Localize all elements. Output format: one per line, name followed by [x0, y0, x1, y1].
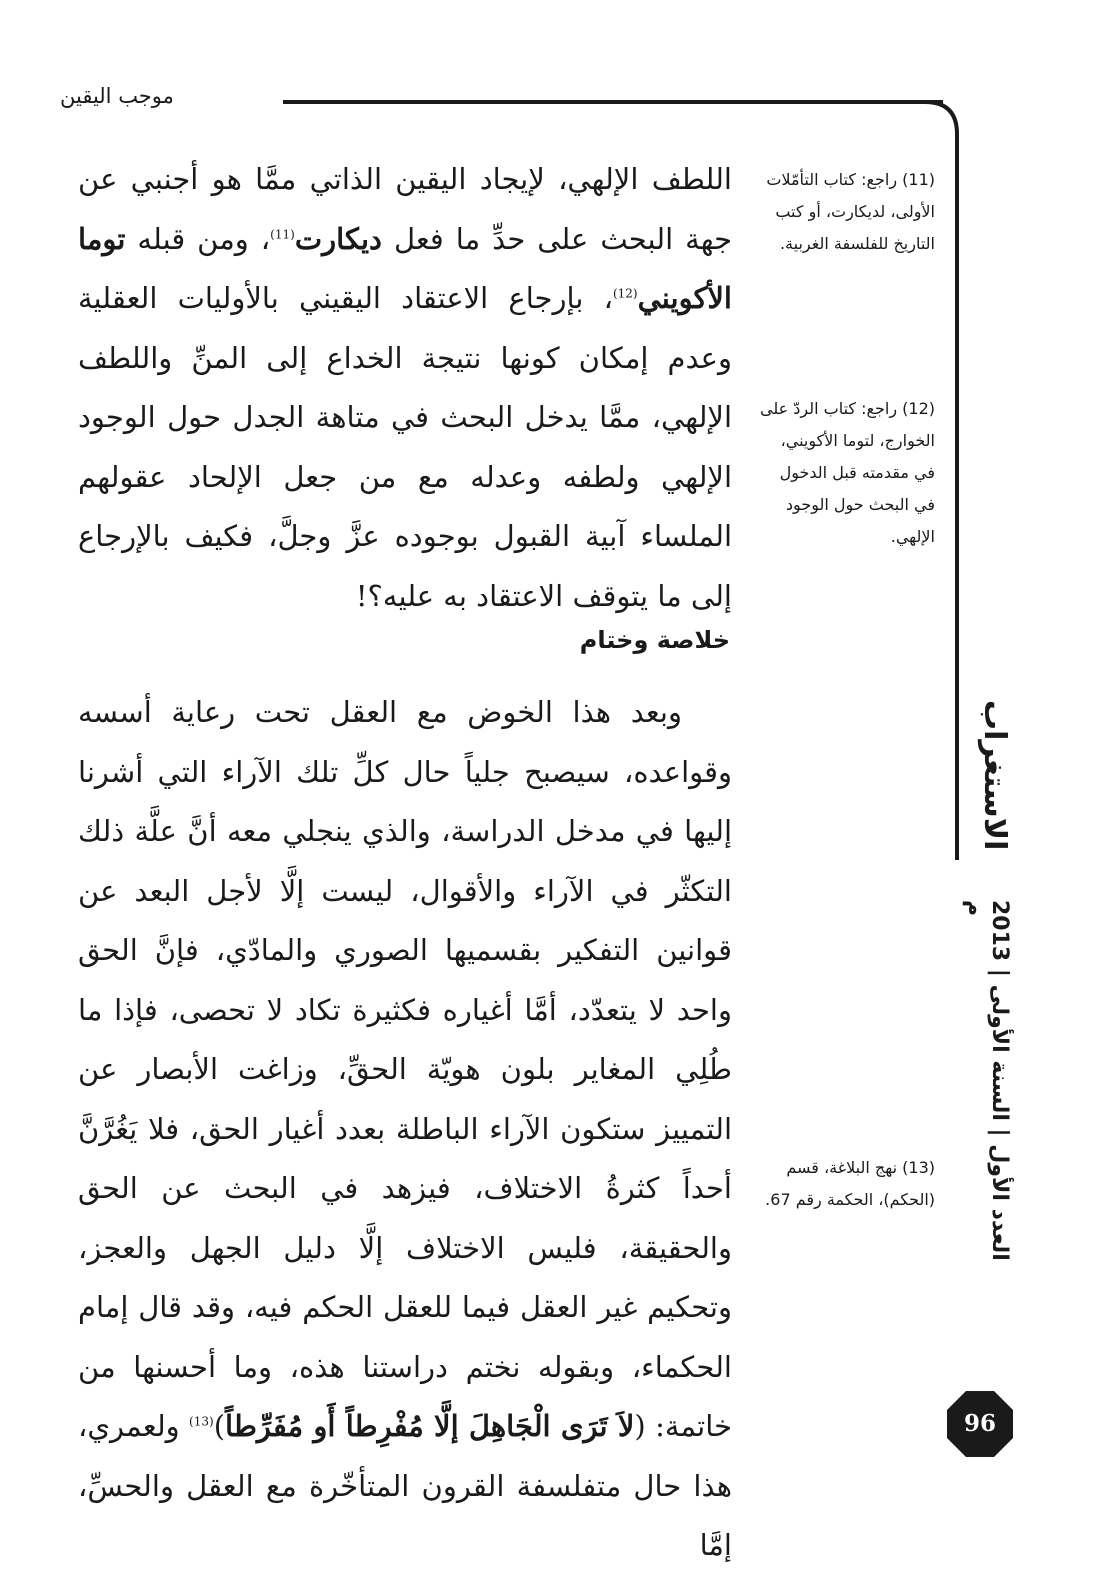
quote-text: لاَ تَرَى الْجَاهِلَ إلَّا مُفْرِطاً أَو مُفَرِّطاً: [225, 1409, 635, 1443]
footnote-12: (12) راجع: كتاب الردّ على الخوارج، لتوما الأكويني، في مقدمته قبل الدخول في البحث حول الوجود الإلهي.: [760, 399, 935, 546]
name-descartes: ديكارت: [294, 221, 382, 256]
journal-logo-text: الاستغراب: [977, 699, 1012, 851]
name-aquinas: توما الأكويني: [78, 221, 732, 315]
body-paragraph-1: اللطف الإلهي، لإيجاد اليقين الذاتي ممَّا هو أجنبي عن جهة البحث على حدِّ ما فعل ديكارت$^{(11)}$، ومن قبله توما الأكويني$^{(12)}$، بإرجاع الاعتقاد اليقيني بالأوليات العقلية وعدم إمكان كونها نتيجة الخداع إلى المنِّ واللطف الإلهي، ممَّا يدخل البحث في متاهة الجدل حول الوجود الإلهي ولطفه وعدله مع من جعل الإلحاد عقولهم الملساء آبية القبول بوجوده عزَّ وجلَّ، فكيف بالإرجاع إلى ما يتوقف الاعتقاد به عليه؟!: [78, 162, 733, 613]
footnote-13: (13) نهج البلاغة، قسم (الحكم)، الحكمة رقم 67.: [765, 1158, 935, 1209]
footnote-ref-11: (11): [270, 226, 295, 241]
footnote-ref-12: (12): [612, 286, 638, 301]
page-number: 96: [963, 1410, 996, 1437]
issue-info: العدد الأول | السنة الأولى | 2013 م: [962, 900, 1012, 1261]
section-heading: خلاصة وختام: [579, 626, 730, 654]
body-paragraph-2: وبعد هذا الخوض مع العقل تحت رعاية أسسه وقواعده، سيصبح جلياً حال كلِّ تلك الآراء التي أشرنا إليها في مدخل الدراسة، والذي ينجلي معه أنَّ علَّة ذلك التكثّر في الآراء والأقوال، ليست إلَّا لأجل البعد عن قوانين التفكير بقسميها الصوري والمادّي، فإنَّ الحق واحد لا يتعدّد، أمَّا أغياره فكثيرة تكاد لا تحصى، فإذا ما طُلِي المغاير بلون هويّة الحقِّ، وزاغت الأبصار عن التمييز ستكون الآراء الباطلة بعدد أغيار الحق، فلا يَغُرَّنَّ أحداً كثرةُ الاختلاف، فيزهد في البحث عن الحق والحقيقة، فليس الاختلاف إلَّا دليل الجهل والعجز، وتحكيم غير العقل فيما للعقل الحكم فيه، وقد قال إمام الحكماء، وبقوله نختم دراستنا هذه، وما أحسنها من خاتمة: (لاَ تَرَى الْجَاهِلَ إلَّا مُفْرِطاً أَو مُفَرِّطاً)$^{(13)}$ ولعمري، هذا حال متفلسفة القرون المتأخّرة مع العقل والحسِّ، إمَّا: [78, 695, 733, 1562]
header-rule: [283, 100, 943, 104]
footnote-11: (11) راجع: كتاب التأمّلات الأولى، لديكارت، أو كتب التاريخ للفلسفة الغربية.: [766, 170, 935, 253]
footnote-ref-13: (13): [189, 1414, 214, 1429]
running-header-title: موجب اليقين: [60, 84, 174, 108]
